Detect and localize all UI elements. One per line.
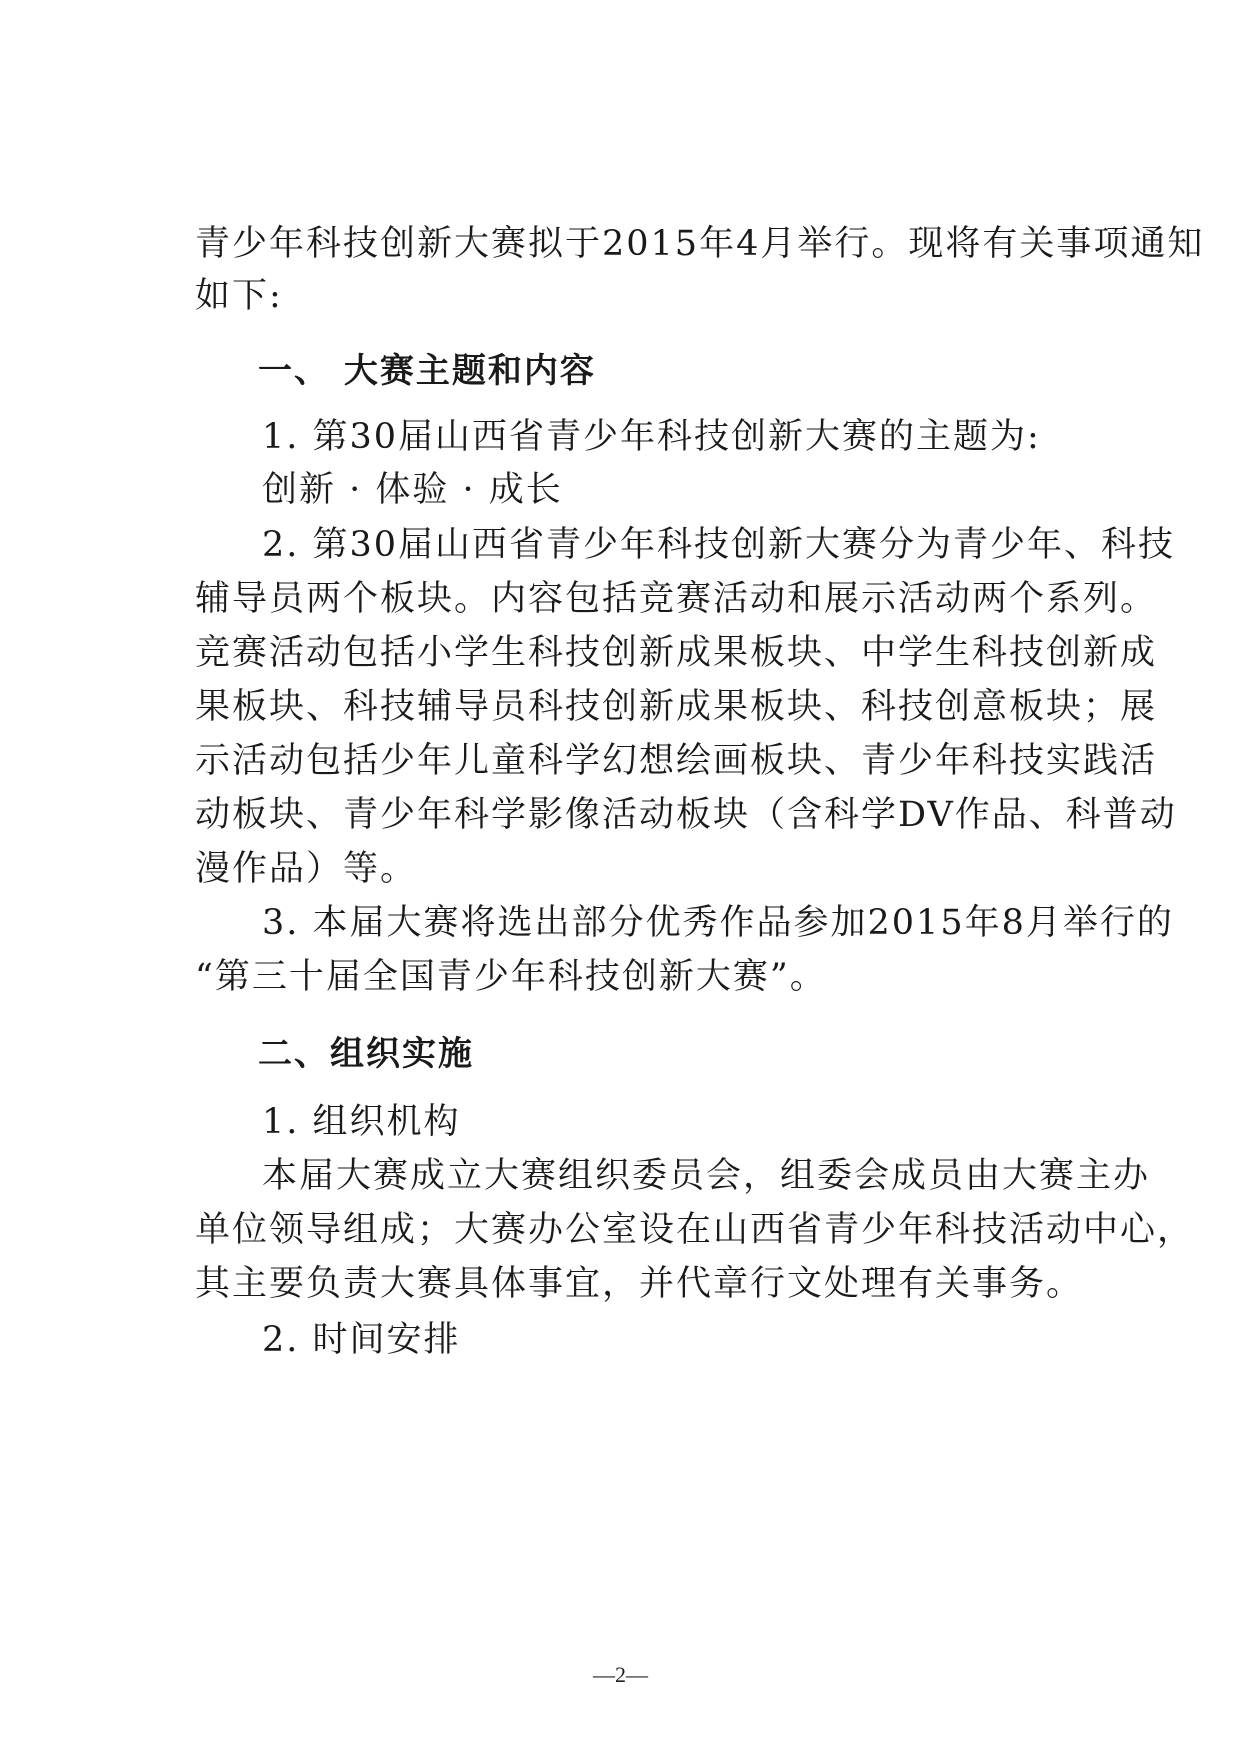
body-text-line: 2. 第30届山西省青少年科技创新大赛分为青少年、科技: [262, 525, 1176, 565]
page-number: —2—: [593, 1662, 648, 1687]
body-text-line: 示活动包括少年儿童科学幻想绘画板块、青少年科技实践活: [195, 741, 1158, 781]
subheading: 2. 时间安排: [262, 1320, 461, 1360]
section-heading-1: 一、 大赛主题和内容: [258, 351, 596, 391]
body-text-line: 果板块、科技辅导员科技创新成果板块、科技创意板块；展: [195, 687, 1158, 727]
body-text-line: 1. 第30届山西省青少年科技创新大赛的主题为:: [262, 417, 1041, 457]
body-text-line: 辅导员两个板块。内容包括竞赛活动和展示活动两个系列。: [195, 579, 1158, 619]
body-text-line: 单位领导组成；大赛办公室设在山西省青少年科技活动中心，: [195, 1210, 1195, 1250]
body-text-line: 本届大赛成立大赛组织委员会，组委会成员由大赛主办: [262, 1156, 1151, 1196]
body-text-line: 动板块、青少年科学影像活动板块（含科学DV作品、科普动: [195, 795, 1177, 835]
body-text-line: 青少年科技创新大赛拟于2015年4月举行。现将有关事项通知: [195, 224, 1205, 264]
body-text-line: 如下:: [195, 276, 283, 316]
theme-text: 创新 · 体验 · 成长: [262, 470, 563, 510]
body-text-line: 竞赛活动包括小学生科技创新成果板块、中学生科技创新成: [195, 633, 1158, 673]
body-text-line: 漫作品）等。: [195, 849, 418, 889]
body-text-line: 其主要负责大赛具体事宜，并代章行文处理有关事务。: [195, 1264, 1084, 1304]
section-heading-2: 二、组织实施: [258, 1034, 474, 1074]
subheading: 1. 组织机构: [262, 1102, 461, 1142]
body-text-line: 3. 本届大赛将选出部分优秀作品参加2015年8月举行的: [262, 903, 1174, 943]
body-text-line: “第三十届全国青少年科技创新大赛”。: [195, 957, 827, 997]
